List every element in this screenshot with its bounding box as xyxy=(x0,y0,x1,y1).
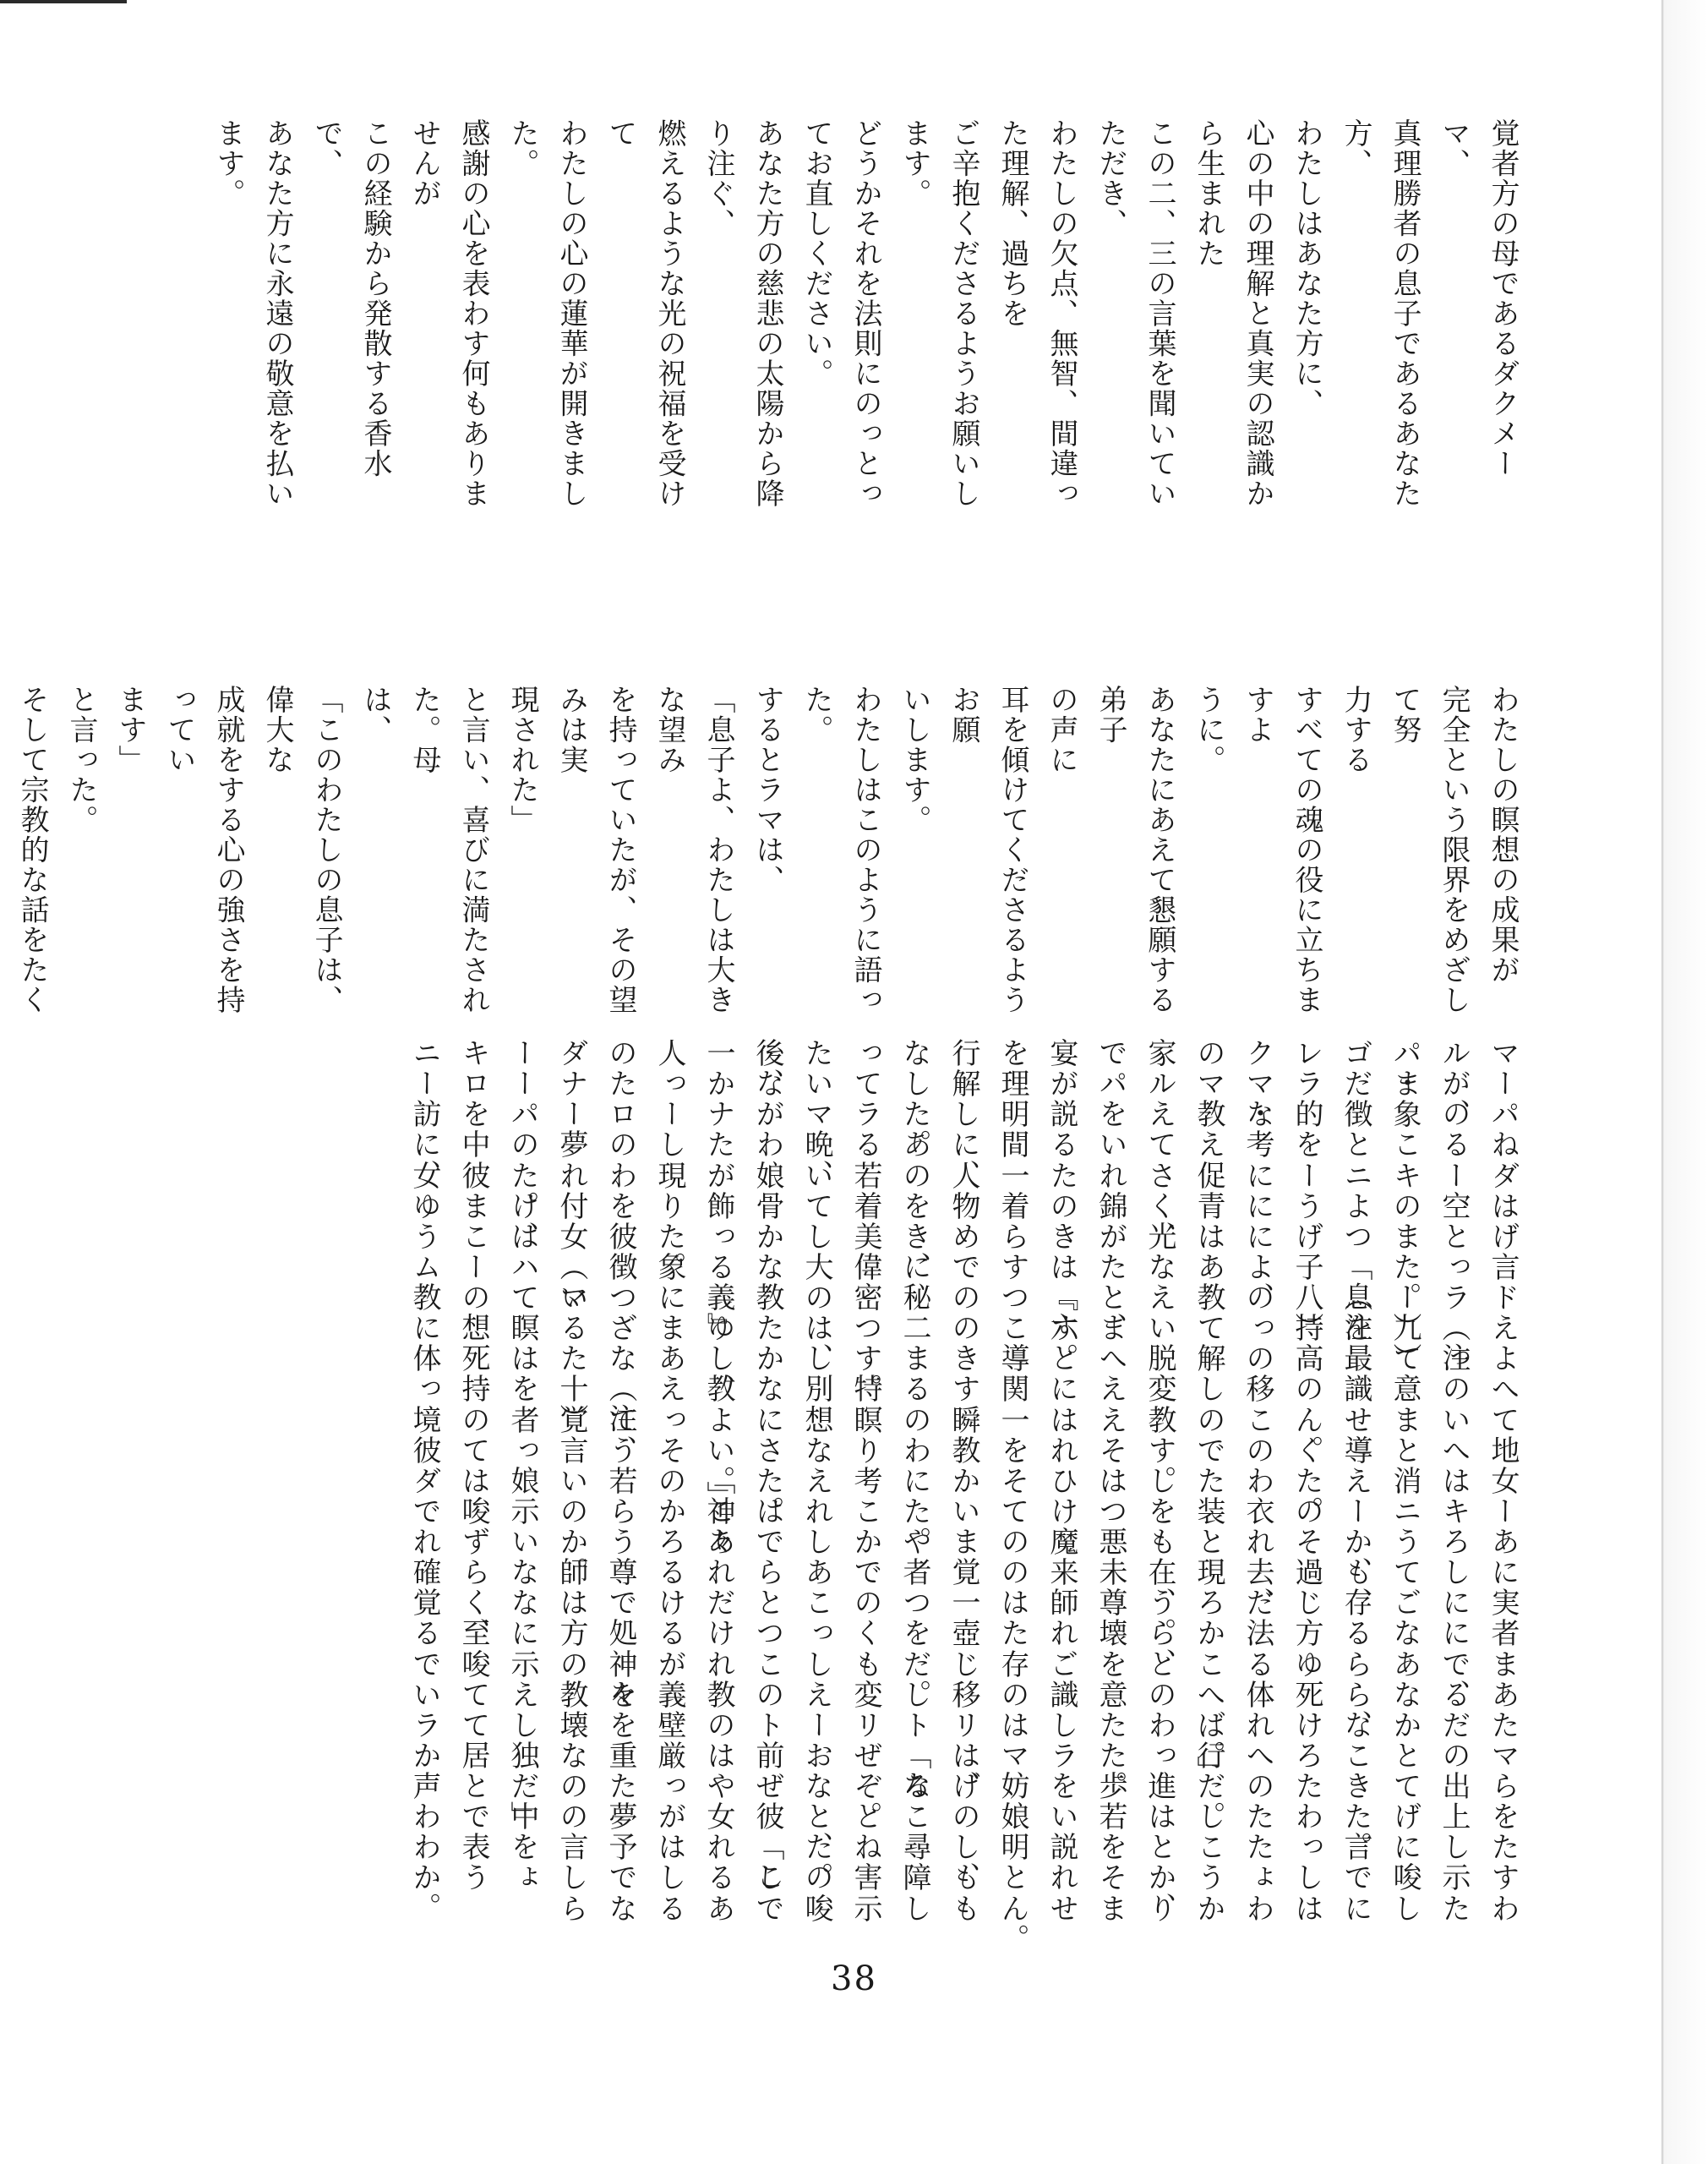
page-gutter-line xyxy=(1662,0,1664,2164)
tier-top-text: 覚者方の母であるダクメー マ、 真理勝者の息子であるあなた 方、 わたしはあなた方に、 心の中の理解と真実の認識か ら生まれた この二、三の言葉を聞いてい ただき、 わたしの欠点、無智、間違っ た理解、過ちを ご辛抱くださるようお願いし ます。 どうかそれを法則にのっとっ てお直しください。 あなた方の慈悲の太陽から降 り注ぐ、 燃えるような光の祝福を受け て わたしの心の蓮華が開きまし た。 感謝の心を表わす何もありま せんが この経験から発散する香水 で、 あなた方に永遠の敬意を払い ます。 xyxy=(211,118,1520,509)
page-top-edge xyxy=(0,0,127,3)
text-tier-middle xyxy=(15,685,1576,1036)
text-tier-top xyxy=(211,118,1576,680)
page-number: 38 xyxy=(831,1959,877,1998)
text-tier-bottom xyxy=(292,1038,1576,1954)
tier-bottom-text: マルパ・ゴレクの家で宴を行 なった後、一人のダーキニー が、まだラマ・マルパが理解し ていなかったナーローパの象徴 的な教えを説明した。ラマが ナーローパを訪ねることを考え ている間に、ある晩、わたしの 夢の中に、ダーキニーに促され た一人の若い娘が現われた。彼 女は空のように青く、錦の着物 を着て骨飾りを付け、まゆげと まつげには光がきらめき、美し かった。彼女はこう言った。 「息子よ、あなたはすでに偉大 なる象徴（マハームドラー） （注八）の教えと、『六つの秘 密の教義』についての教え（注 九）を持っています。この二つ は、たゆまざる瞑想によって最 高の解脱へと導きます。しか し、あなたは死体への意識の移 し変えに関する特別な教え（注 十）を持っていません。この教 えは一瞬の瞑想によって、覚者 の境地へと導くのです。それを 教わりなさい。」 そう言って彼女は消えた。 わたしはひそかに考えた。 「この若い娘はダーキニーの衣 装をつけていた。これは神々か らの示唆であろうか、それとも 悪魔のまやかしであろうか。い ずれにしても、過去、現在、未 来の覚者であられる尊師なら確 実にご存じだろう。尊師は一つ のことだけではなく、覚者にな る方法から、壊れた壺をくっつ ける処方に至るまで、あらゆる ことをご存じだ。もしこれが 神々の示唆であるなら、死体へ の意識の移し変えの教義を教え ていただかなければ。」 わたしはリトリートの壁を壊 してラマのところへ行った。ラ マは、 「なぜお前は厳重な独居から出 てきたのだ。進歩を妨げるぞ。 なぜやったのだ」と声を上げ た。 わたしは若い娘のことと、彼 女が夢の中でわたしに言ったこ とを説明し、尋ねた。 「これは予言を表わす示唆で しょうか、それとも障害のしる しでしょうか。わたしにはわか りません。もし示唆であるなら xyxy=(407,1038,1520,1954)
tier-middle-text: わたしの瞑想の成果が 完全という限界をめざして努 力する すべての魂の役に立ちますよ うに。 あなたにあえて懇願する弟子 の声に 耳を傾けてくださるようお願 いします。 わたしはこのように語った。 するとラマは、 「息子よ、わたしは大きな望み を持っていたが、その望みは実 現された」 と言い、喜びに満たされた。母 は、 「このわたしの息子は、偉大な 成就をする心の強さを持ってい ます」 と言った。 そして宗教的な話をたく xyxy=(15,685,1520,1015)
page-gutter-shade xyxy=(1664,0,1708,2164)
